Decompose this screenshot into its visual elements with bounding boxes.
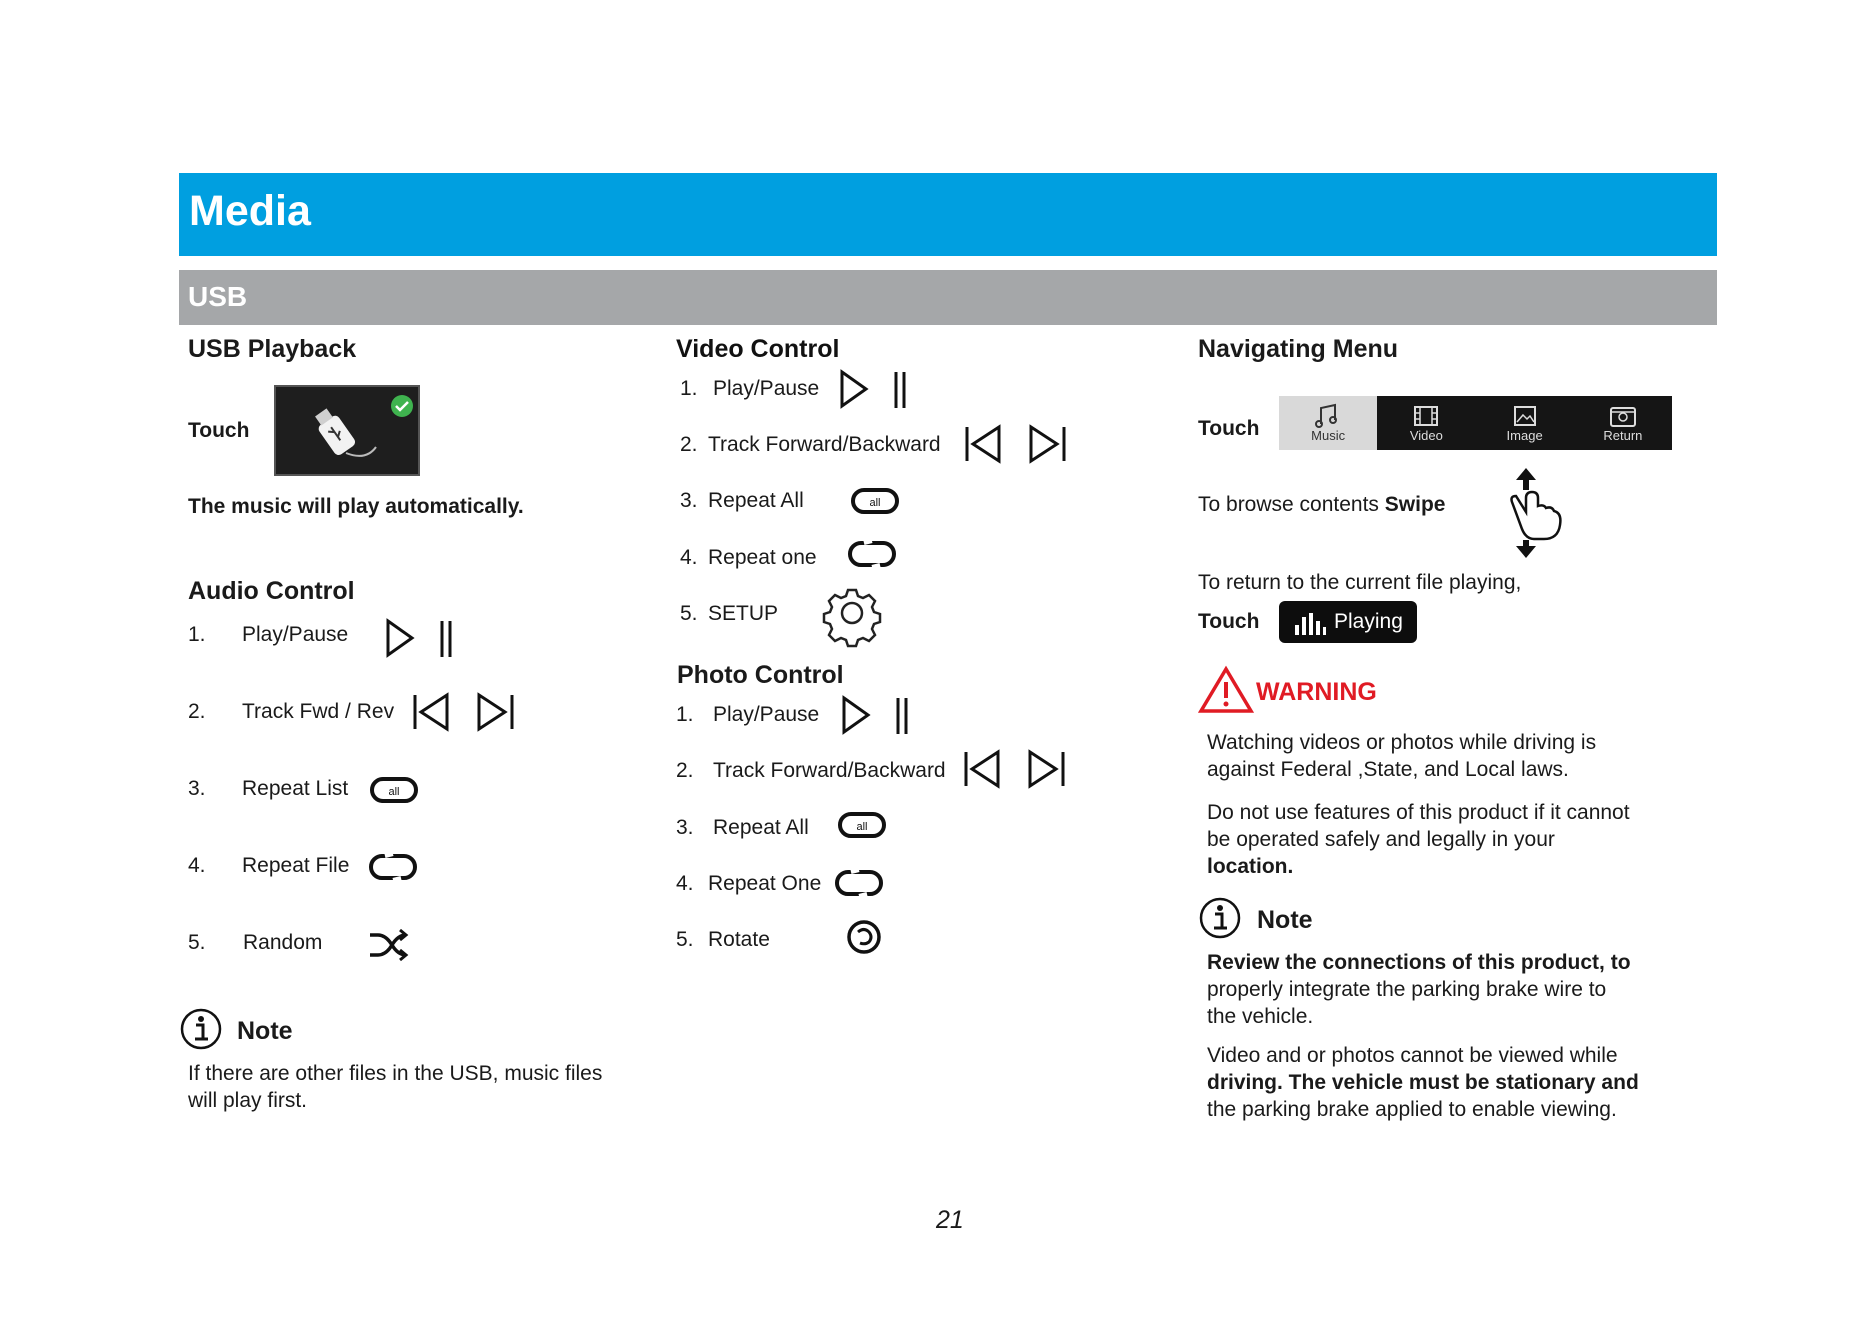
media-tab-bar <box>1279 396 1672 450</box>
tab-label: Return <box>1603 427 1643 443</box>
shuffle-icon[interactable] <box>368 929 408 961</box>
browse-text: To browse contents Swipe <box>1198 493 1446 516</box>
return-icon <box>1609 404 1637 428</box>
svg-text:all: all <box>388 786 400 798</box>
image-icon <box>1512 404 1538 428</box>
rotate-icon[interactable] <box>846 919 882 955</box>
navigating-menu-heading: Navigating Menu <box>1198 335 1399 363</box>
audio-item-num: 1. <box>188 623 206 646</box>
play-pause-icon[interactable] <box>840 370 910 410</box>
tab-label: Image <box>1506 427 1543 443</box>
video-item-num: 3. <box>680 489 698 512</box>
video-item-num: 4. <box>680 546 698 569</box>
video-item-num: 5. <box>680 602 698 625</box>
repeat-one-icon[interactable] <box>835 869 885 897</box>
audio-item-num: 5. <box>188 931 206 954</box>
note-text-line: the parking brake applied to enable viewing. <box>1207 1098 1617 1121</box>
photo-item-num: 4. <box>676 872 694 895</box>
note-text-line: the vehicle. <box>1207 1005 1314 1028</box>
warning-text-line: Watching videos or photos while driving is <box>1207 731 1597 754</box>
note-heading: Note <box>237 1017 293 1045</box>
tab-music[interactable] <box>1279 396 1377 450</box>
play-pause-icon[interactable] <box>842 696 912 736</box>
page-title: Media <box>189 187 311 235</box>
usb-touch-label: Touch <box>188 419 250 442</box>
tab-image[interactable] <box>1476 396 1574 450</box>
photo-item-label: Rotate <box>708 928 770 951</box>
note-text-line: If there are other files in the USB, music files <box>188 1062 603 1085</box>
repeat-all-icon[interactable] <box>838 811 888 839</box>
return-text: To return to the current file playing, <box>1198 571 1522 594</box>
audio-item-label: Random <box>243 931 323 954</box>
auto-play-text: The music will play automatically. <box>188 495 524 518</box>
section-title: USB <box>188 281 248 312</box>
svg-text:all: all <box>869 497 881 509</box>
music-note-icon <box>1315 404 1341 428</box>
video-item-label: Track Forward/Backward <box>708 433 941 456</box>
title-banner <box>179 173 1717 256</box>
equalizer-icon <box>1293 611 1327 635</box>
photo-item-label: Repeat All <box>713 816 809 839</box>
repeat-file-icon[interactable] <box>369 853 419 881</box>
svg-text:all: all <box>856 821 868 833</box>
track-prev-next-icon[interactable] <box>964 750 1066 788</box>
note-text-line: Review the connections of this product, to <box>1207 951 1631 974</box>
note-text-line: will play first. <box>188 1089 308 1112</box>
usb-drive-icon <box>276 387 422 478</box>
audio-item-num: 2. <box>188 700 206 723</box>
warning-triangle-icon <box>1198 666 1254 714</box>
repeat-all-icon[interactable] <box>851 487 901 515</box>
warning-text-line: be operated safely and legally in your <box>1207 828 1555 851</box>
photo-control-heading: Photo Control <box>677 661 844 689</box>
note-text-line: driving. The vehicle must be stationary and <box>1207 1071 1639 1094</box>
video-item-label: SETUP <box>708 602 779 625</box>
photo-item-num: 5. <box>676 928 694 951</box>
photo-item-label: Repeat One <box>708 872 822 895</box>
photo-item-num: 2. <box>676 759 694 782</box>
video-control-heading: Video Control <box>676 335 840 363</box>
swipe-gesture-icon <box>1502 466 1564 560</box>
photo-item-label: Track Forward/Backward <box>713 759 946 782</box>
audio-item-label: Track Fwd / Rev <box>242 700 395 723</box>
audio-item-num: 4. <box>188 854 206 877</box>
info-icon <box>180 1008 222 1050</box>
repeat-one-icon[interactable] <box>848 540 898 568</box>
warning-text-line: Do not use features of this product if it cannot <box>1207 801 1630 824</box>
tab-label: Music <box>1311 427 1346 443</box>
track-prev-next-icon[interactable] <box>965 425 1067 463</box>
video-item-label: Repeat All <box>708 489 804 512</box>
usb-source-button[interactable] <box>274 385 420 476</box>
section-bar <box>179 270 1717 325</box>
warning-text-line: location. <box>1207 855 1294 878</box>
video-item-num: 2. <box>680 433 698 456</box>
playing-button[interactable] <box>1279 601 1417 643</box>
settings-gear-icon[interactable] <box>826 587 878 639</box>
tab-video[interactable] <box>1377 396 1475 450</box>
film-icon <box>1413 404 1439 428</box>
photo-item-num: 1. <box>676 703 694 726</box>
nav-touch-label: Touch <box>1198 417 1260 440</box>
photo-item-label: Play/Pause <box>713 703 820 726</box>
track-prev-next-icon[interactable] <box>413 693 515 731</box>
warning-heading: WARNING <box>1256 678 1377 706</box>
audio-item-label: Play/Pause <box>242 623 349 646</box>
repeat-list-icon[interactable] <box>370 776 420 804</box>
page-number: 21 <box>936 1206 964 1234</box>
info-icon <box>1199 897 1241 939</box>
video-item-label: Play/Pause <box>713 377 820 400</box>
playing-label: Playing <box>1334 610 1403 633</box>
video-item-label: Repeat one <box>708 546 817 569</box>
tab-label: Video <box>1409 427 1443 443</box>
tab-return[interactable] <box>1574 396 1672 450</box>
photo-item-num: 3. <box>676 816 694 839</box>
touch-label-playing: Touch <box>1198 610 1260 633</box>
audio-item-label: Repeat List <box>242 777 349 800</box>
usb-playback-heading: USB Playback <box>188 335 357 363</box>
note-text-line: properly integrate the parking brake wire to <box>1207 978 1607 1001</box>
warning-text-line: against Federal ,State, and Local laws. <box>1207 758 1569 781</box>
note-text-line: Video and or photos cannot be viewed while <box>1207 1044 1618 1067</box>
audio-item-num: 3. <box>188 777 206 800</box>
audio-item-label: Repeat File <box>242 854 350 877</box>
video-item-num: 1. <box>680 377 698 400</box>
play-pause-icon[interactable] <box>386 619 456 659</box>
audio-control-heading: Audio Control <box>188 577 355 605</box>
note-heading: Note <box>1257 906 1313 934</box>
